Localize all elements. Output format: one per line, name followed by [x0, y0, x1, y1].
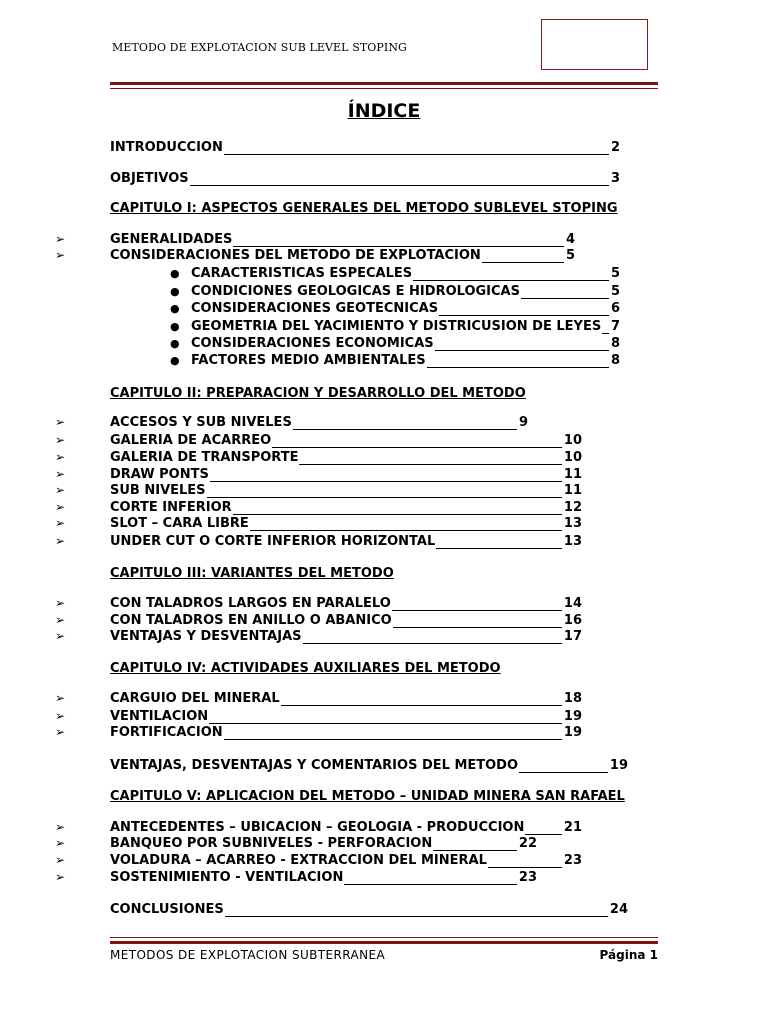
toc-entry[interactable] [191, 353, 620, 369]
toc-entry[interactable] [110, 691, 582, 707]
dot-bullet-icon: ● [170, 267, 180, 280]
toc-page-number: 9 [518, 415, 528, 430]
toc-entry-title: BANQUEO POR SUBNIVELES - PERFORACION [110, 836, 433, 851]
toc-entry-title: SUB NIVELES [110, 483, 206, 498]
toc-page-number: 17 [563, 629, 582, 644]
arrow-bullet-icon: ➢ [54, 870, 66, 884]
toc-entry-title: CONSIDERACIONES ECONOMICAS [191, 336, 434, 351]
header-rule-thick [110, 82, 658, 85]
toc-page-number: 12 [563, 500, 582, 515]
toc-entry[interactable] [110, 248, 575, 264]
footer-left-text: METODOS DE EXPLOTACION SUBTERRANEA [110, 948, 386, 962]
toc-page-number: 23 [518, 870, 537, 885]
toc-entry-title: UNDER CUT O CORTE INFERIOR HORIZONTAL [110, 534, 436, 549]
toc-entry-title: OBJETIVOS [110, 171, 189, 186]
toc-entry-title: VENTAJAS Y DESVENTAJAS [110, 629, 302, 644]
toc-entry-title: FACTORES MEDIO AMBIENTALES [191, 353, 426, 368]
header-title: METODO DE EXPLOTACION SUB LEVEL STOPING [112, 41, 407, 54]
toc-entry[interactable] [110, 836, 537, 852]
toc-entry-title: DRAW PONTS [110, 467, 209, 482]
arrow-bullet-icon: ➢ [54, 820, 66, 834]
toc-page-number: 18 [563, 691, 582, 706]
toc-entry-title: INTRODUCCIÓN [110, 140, 223, 155]
toc-entry[interactable] [110, 853, 582, 869]
arrow-bullet-icon: ➢ [54, 629, 66, 643]
toc-entry-title: CONSIDERACIONES DEL METODO DE EXPLOTACION [110, 248, 481, 263]
dot-bullet-icon: ● [170, 285, 180, 298]
toc-page-number: 23 [563, 853, 582, 868]
toc-entry-title: SLOT – CARA LIBRE [110, 516, 249, 531]
toc-entry[interactable] [110, 171, 620, 187]
toc-page-number: 10 [563, 450, 582, 465]
toc-page-number: 13 [563, 534, 582, 549]
dot-bullet-icon: ● [170, 320, 180, 333]
arrow-bullet-icon: ➢ [54, 853, 66, 867]
toc-page-number: 7 [610, 319, 620, 334]
toc-entry[interactable] [191, 301, 620, 317]
toc-page-number: 21 [563, 820, 582, 835]
toc-entry-title: CONSIDERACIONES GEOTECNICAS [191, 301, 439, 316]
toc-entry[interactable] [110, 596, 582, 612]
toc-entry[interactable] [110, 467, 582, 483]
toc-page-number: 5 [610, 266, 620, 281]
toc-page-number: 5 [565, 248, 575, 263]
toc-entry-title: CON TALADROS LARGOS EN PARALELO [110, 596, 391, 611]
toc-page-number: 8 [610, 336, 620, 351]
toc-entry-title: CORTE INFERIOR [110, 500, 232, 515]
toc-page-number: 11 [563, 483, 582, 498]
toc-page-number: 16 [563, 613, 582, 628]
toc-entry[interactable] [110, 415, 528, 431]
arrow-bullet-icon: ➢ [54, 691, 66, 705]
toc-page-number: 13 [563, 516, 582, 531]
toc-entry-title: GALERIA DE TRANSPORTE [110, 450, 299, 465]
toc-entry[interactable] [110, 820, 582, 836]
toc-entry[interactable] [110, 232, 575, 248]
header-rule-thin [110, 88, 658, 89]
dot-bullet-icon: ● [170, 354, 180, 367]
header-logo-box [541, 19, 648, 70]
footer-rule-thick [110, 941, 658, 944]
toc-entry[interactable] [110, 500, 582, 516]
toc-page-number: 3 [610, 171, 620, 186]
toc-entry[interactable] [110, 709, 582, 725]
toc-chapter-heading: CAPITULO II: PREPARACION Y DESARROLLO DEL METODO [110, 386, 526, 401]
footer-rule-thin [110, 937, 658, 938]
toc-entry[interactable] [110, 516, 582, 532]
toc-entry[interactable] [110, 870, 537, 886]
toc-entry[interactable] [110, 725, 582, 741]
toc-entry[interactable] [110, 758, 628, 774]
arrow-bullet-icon: ➢ [54, 836, 66, 850]
toc-chapter-heading: CAPITULO V: APLICACION DEL METODO – UNIDAD MINERA SAN RAFAEL [110, 789, 625, 804]
arrow-bullet-icon: ➢ [54, 248, 66, 262]
toc-entry-title: SOSTENIMIENTO - VENTILACION [110, 870, 344, 885]
arrow-bullet-icon: ➢ [54, 613, 66, 627]
toc-page-number: 4 [565, 232, 575, 247]
toc-page-number: 24 [609, 902, 628, 917]
dot-bullet-icon: ● [170, 337, 180, 350]
toc-entry[interactable] [191, 336, 620, 352]
toc-entry-title: CONDICIONES GEOLOGICAS E HIDROLOGICAS [191, 284, 520, 299]
arrow-bullet-icon: ➢ [54, 500, 66, 514]
toc-entry[interactable] [191, 319, 620, 335]
toc-page-number: 6 [610, 301, 620, 316]
toc-entry-title: CARGUIO DEL MINERAL [110, 691, 280, 706]
arrow-bullet-icon: ➢ [54, 709, 66, 723]
toc-page-number: 19 [609, 758, 628, 773]
toc-entry-title: CARACTERISTICAS ESPECALES [191, 266, 413, 281]
arrow-bullet-icon: ➢ [54, 232, 66, 246]
arrow-bullet-icon: ➢ [54, 596, 66, 610]
toc-entry-title: VENTILACION [110, 709, 209, 724]
toc-entry-title: GALERIA DE ACARREO [110, 433, 272, 448]
arrow-bullet-icon: ➢ [54, 483, 66, 497]
toc-entry-title: ACCESOS Y SUB NIVELES [110, 415, 292, 430]
toc-entry[interactable] [110, 483, 582, 499]
toc-entry-title: VENTAJAS, DESVENTAJAS Y COMENTARIOS DEL METODO [110, 758, 519, 773]
toc-entry[interactable] [110, 140, 620, 156]
toc-page-number: 19 [563, 709, 582, 724]
toc-page-number: 19 [563, 725, 582, 740]
arrow-bullet-icon: ➢ [54, 725, 66, 739]
index-title: ÍNDICE [347, 100, 421, 122]
toc-page-number: 11 [563, 467, 582, 482]
toc-entry-title: GEOMETRIA DEL YACIMIENTO Y DISTRICUSION DE LEYES [191, 319, 602, 334]
toc-chapter-heading: CAPITULO I: ASPECTOS GENERALES DEL METODO SUBLEVEL STOPING [110, 201, 618, 216]
toc-page-number: 22 [518, 836, 537, 851]
arrow-bullet-icon: ➢ [54, 415, 66, 429]
toc-entry[interactable] [110, 433, 582, 449]
arrow-bullet-icon: ➢ [54, 534, 66, 548]
toc-entry[interactable] [191, 266, 620, 282]
toc-entry[interactable] [110, 629, 582, 645]
toc-page-number: 10 [563, 433, 582, 448]
arrow-bullet-icon: ➢ [54, 433, 66, 447]
toc-entry[interactable] [110, 613, 582, 629]
toc-page-number: 14 [563, 596, 582, 611]
toc-entry[interactable] [110, 902, 628, 918]
toc-entry[interactable] [191, 284, 620, 300]
arrow-bullet-icon: ➢ [54, 450, 66, 464]
toc-entry-title: FORTIFICACION [110, 725, 223, 740]
toc-chapter-heading: CAPITULO III: VARIANTES DEL METODO [110, 566, 394, 581]
toc-page-number: 5 [610, 284, 620, 299]
toc-entry-title: VOLADURA – ACARREO - EXTRACCION DEL MINERAL [110, 853, 487, 868]
footer-page-number: Página 1 [599, 948, 658, 962]
toc-entry-title: CONCLUSIONES [110, 902, 224, 917]
arrow-bullet-icon: ➢ [54, 516, 66, 530]
dot-bullet-icon: ● [170, 302, 180, 315]
toc-entry-title: ANTECEDENTES – UBICACIÓN – GEOLOGIA - PRODUCCION [110, 820, 525, 835]
arrow-bullet-icon: ➢ [54, 467, 66, 481]
toc-page-number: 2 [610, 140, 620, 155]
toc-entry[interactable] [110, 534, 582, 550]
toc-page-number: 8 [610, 353, 620, 368]
toc-entry-title: CON TALADROS EN ANILLO O ABANICO [110, 613, 392, 628]
toc-entry-title: GENERALIDADES [110, 232, 233, 247]
toc-entry[interactable] [110, 450, 582, 466]
toc-chapter-heading: CAPITULO IV: ACTIVIDADES AUXILIARES DEL METODO [110, 661, 501, 676]
